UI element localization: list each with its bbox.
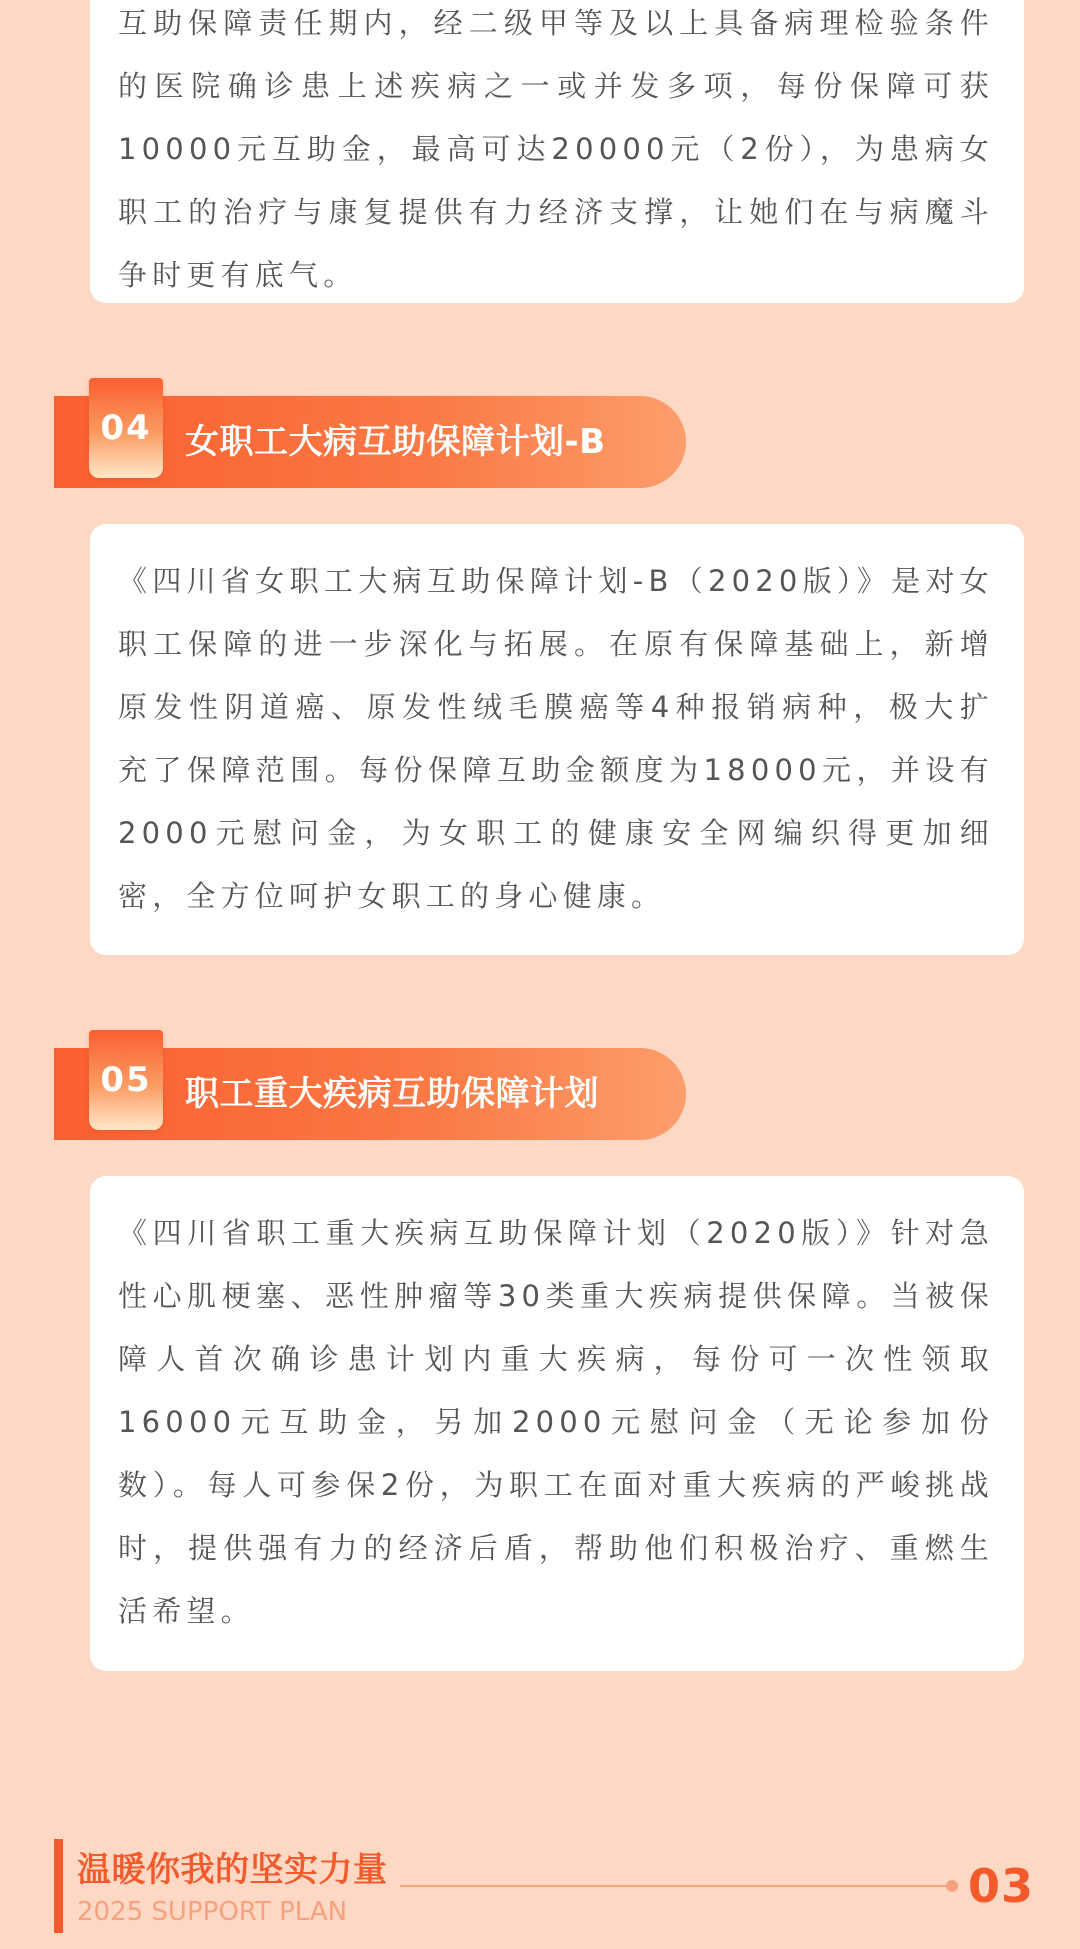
- section-05-title: 职工重大疾病互助保障计划: [185, 1074, 599, 1114]
- footer-divider-line: [400, 1885, 950, 1887]
- section-03-paragraph: 互助保障责任期内，经二级甲等及以上具备病理检验条件的医院确诊患上述疾病之一或并发多项，每份保障可获10000元互助金，最高可达20000元（2份），为患病女职工的治疗与康复提供有力经济支撑，让她们在与病魔斗争时更有底气。: [118, 6, 994, 292]
- section-05-banner: [54, 1048, 686, 1140]
- section-04-paragraph: 《四川省女职工大病互助保障计划-B（2020版）》是对女职工保障的进一步深化与拓展。在原有保障基础上，新增原发性阴道癌、原发性绒毛膜癌等4种报销病种，极大扩充了保障范围。每份保障互助金额度为18000元，并设有2000元慰问金，为女职工的健康安全网编织得更加细密，全方位呵护女职工的身心健康。: [118, 564, 994, 913]
- section-04-card: [90, 524, 1024, 955]
- section-05-number-badge: 05: [89, 1030, 163, 1130]
- footer-subtitle: 2025 SUPPORT PLAN: [77, 1897, 348, 1927]
- section-05-paragraph: 《四川省职工重大疾病互助保障计划（2020版）》针对急性心肌梗塞、恶性肿瘤等30类重大疾病提供保障。当被保障人首次确诊患计划内重大疾病，每份可一次性领取16000元互助金，另加2000元慰问金（无论参加份数）。每人可参保2份，为职工在面对重大疾病的严峻挑战时，提供强有力的经济后盾，帮助他们积极治疗、重燃生活希望。: [118, 1216, 994, 1628]
- section-04-title: 女职工大病互助保障计划-B: [185, 422, 606, 462]
- footer-accent-bar: [54, 1839, 63, 1933]
- page-number: 03: [968, 1859, 1035, 1913]
- footer-divider-dot: [946, 1880, 958, 1892]
- section-03-card: [90, 0, 1024, 303]
- section-04-number-badge: 04: [89, 378, 163, 478]
- footer-title: 温暖你我的坚实力量: [77, 1850, 388, 1890]
- section-05-card: [90, 1176, 1024, 1671]
- section-04-banner: [54, 396, 686, 488]
